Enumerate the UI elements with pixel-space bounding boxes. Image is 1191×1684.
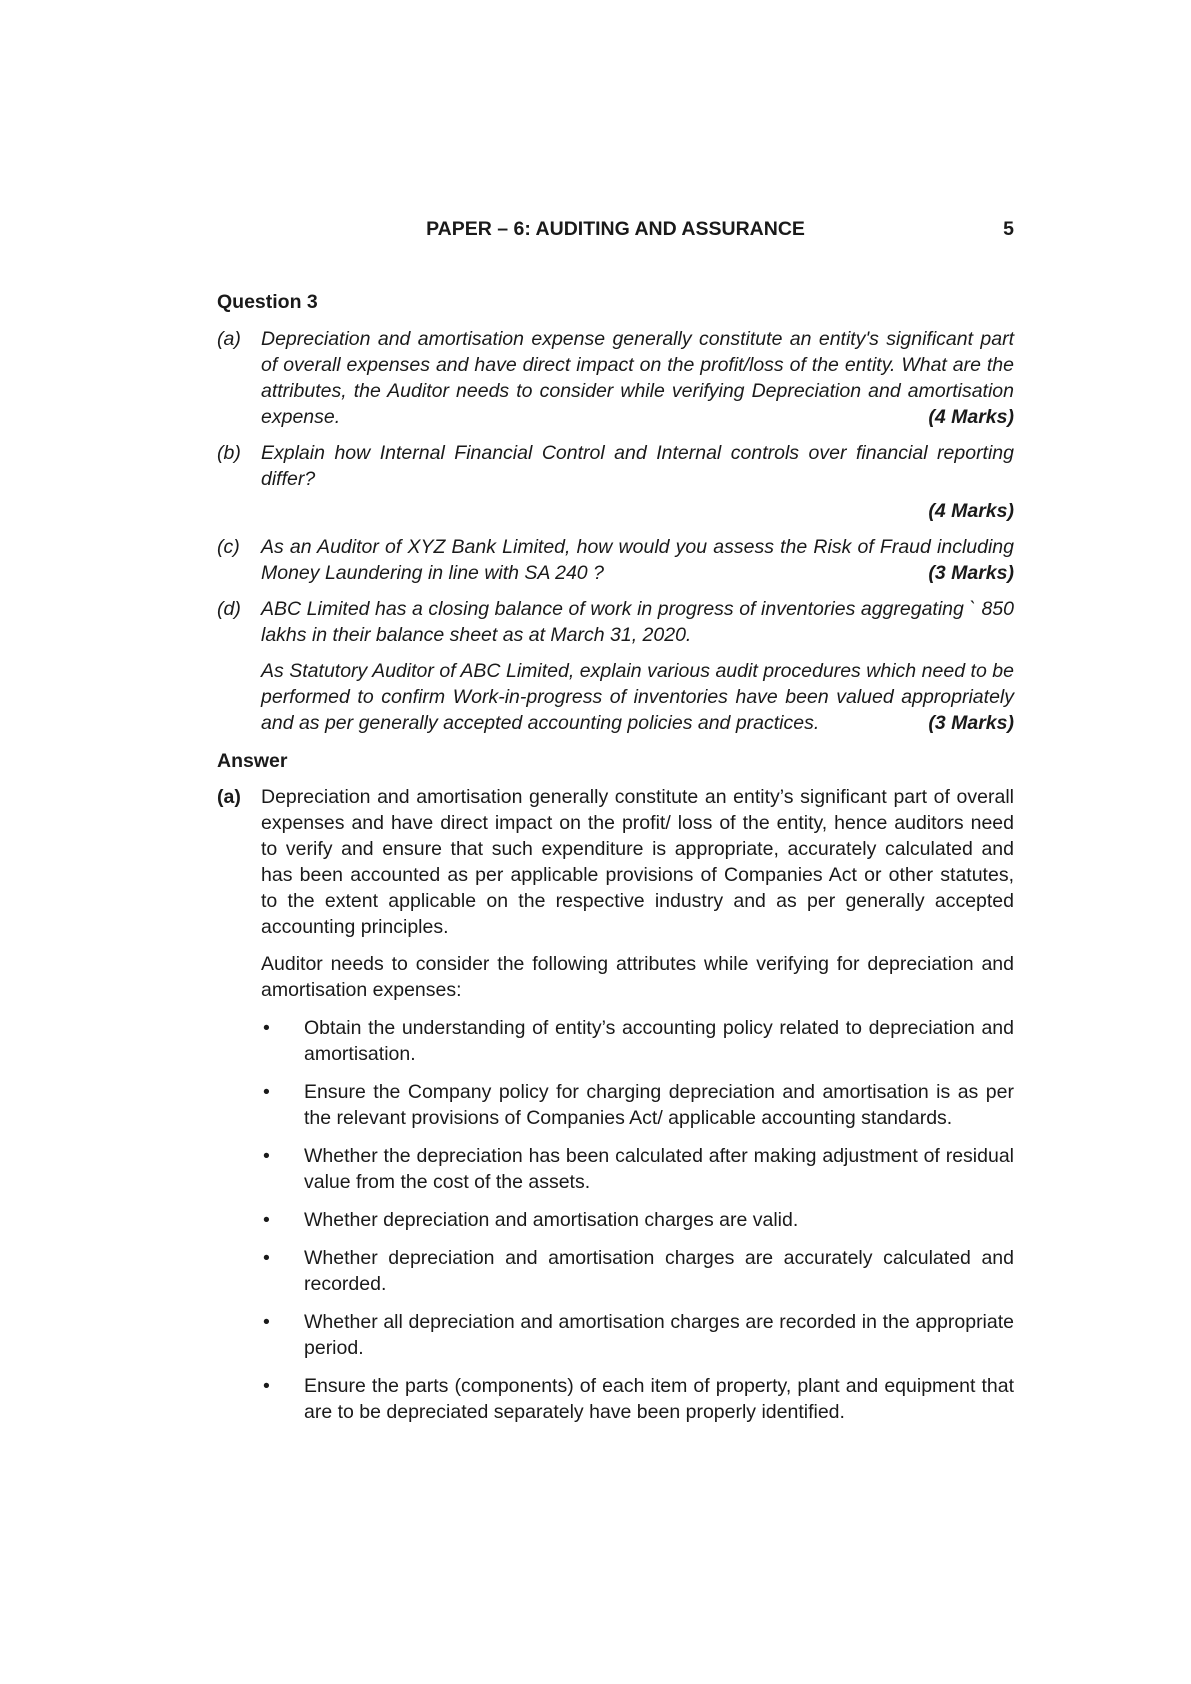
question-label-d: (d) <box>217 598 241 620</box>
list-item: • Whether depreciation and amortisation charges are accurately calculated and recorded. <box>263 1247 1014 1295</box>
paper-title: PAPER – 6: AUDITING AND ASSURANCE <box>426 218 805 240</box>
question-part-b <box>217 440 1014 492</box>
page-header <box>217 216 1014 242</box>
question-text-d-2: As Statutory Auditor of ABC Limited, explain various audit procedures which need to be performed to confirm Work-in-progress of inventories have been valued appropriately and as per generally accepted accounting policies and practices. <box>261 660 1014 734</box>
answer-paragraph-1: Depreciation and amortisation generally constitute an entity’s significant part of overall expenses and have direct impact on the profit/ loss of the entity, hence auditors need to verify and ensure that such expenditure is appropriate, accurately calculated and has been accounted as per applicable provisions of Companies Act or other statutes, to the extent applicable on the respective industry and as per generally accepted accounting principles. <box>261 786 1014 938</box>
list-item: • Whether depreciation and amortisation charges are valid. <box>263 1209 799 1231</box>
bullet-icon: • <box>263 1017 270 1039</box>
bullet-icon: • <box>263 1081 270 1103</box>
list-item: • Obtain the understanding of entity’s accounting policy related to depreciation and amortisation. <box>263 1017 1014 1065</box>
question-text-d: ABC Limited has a closing balance of work in progress of inventories aggregating ` 850 lakhs in their balance sheet as at March 31, 2020. <box>261 598 1014 646</box>
marks-d: (3 Marks) <box>928 712 1014 734</box>
bullet-icon: • <box>263 1375 270 1397</box>
bullet-icon: • <box>263 1209 270 1231</box>
marks-c: (3 Marks) <box>928 562 1014 584</box>
question-text-b: Explain how Internal Financial Control and Internal controls over financial reporting differ? <box>261 442 1014 490</box>
list-item: • Whether all depreciation and amortisation charges are recorded in the appropriate period. <box>263 1311 1014 1359</box>
bullet-icon: • <box>263 1145 270 1167</box>
question-label-a: (a) <box>217 328 241 350</box>
question-text-c: As an Auditor of XYZ Bank Limited, how would you assess the Risk of Fraud including Money Laundering in line with SA 240 ? <box>261 536 1014 584</box>
list-item: • Ensure the parts (components) of each item of property, plant and equipment that are to be depreciated separately have been properly identified. <box>263 1375 1014 1423</box>
question-label-b: (b) <box>217 442 241 464</box>
question-part-c <box>217 534 1014 586</box>
question-text-a: Depreciation and amortisation expense generally constitute an entity's significant part of overall expenses and have direct impact on the profit/loss of the entity. What are the attributes, the Auditor needs to consider while verifying Depreciation and amortisation expense. <box>261 328 1014 428</box>
answer-part-a <box>217 784 1014 1425</box>
answer-paragraph-2: Auditor needs to consider the following attributes while verifying for depreciation and amortisation expenses: <box>261 953 1014 1001</box>
question-block <box>217 326 1014 1437</box>
question-part-d <box>217 596 1014 736</box>
list-item: • Whether the depreciation has been calculated after making adjustment of residual value from the cost of the assets. <box>263 1145 1014 1193</box>
question-label-c: (c) <box>217 536 240 558</box>
page-number: 5 <box>1003 218 1014 240</box>
question-heading: Question 3 <box>217 291 318 313</box>
question-part-a <box>217 326 1014 430</box>
answer-label-a: (a) <box>217 786 241 808</box>
attribute-list <box>261 1015 1014 1425</box>
bullet-icon: • <box>263 1247 270 1269</box>
marks-a: (4 Marks) <box>928 406 1014 428</box>
marks-b: (4 Marks) <box>928 500 1014 522</box>
bullet-icon: • <box>263 1311 270 1333</box>
answer-heading: Answer <box>217 750 288 772</box>
list-item: • Ensure the Company policy for charging depreciation and amortisation is as per the relevant provisions of Companies Act/ applicable accounting standards. <box>263 1081 1014 1129</box>
